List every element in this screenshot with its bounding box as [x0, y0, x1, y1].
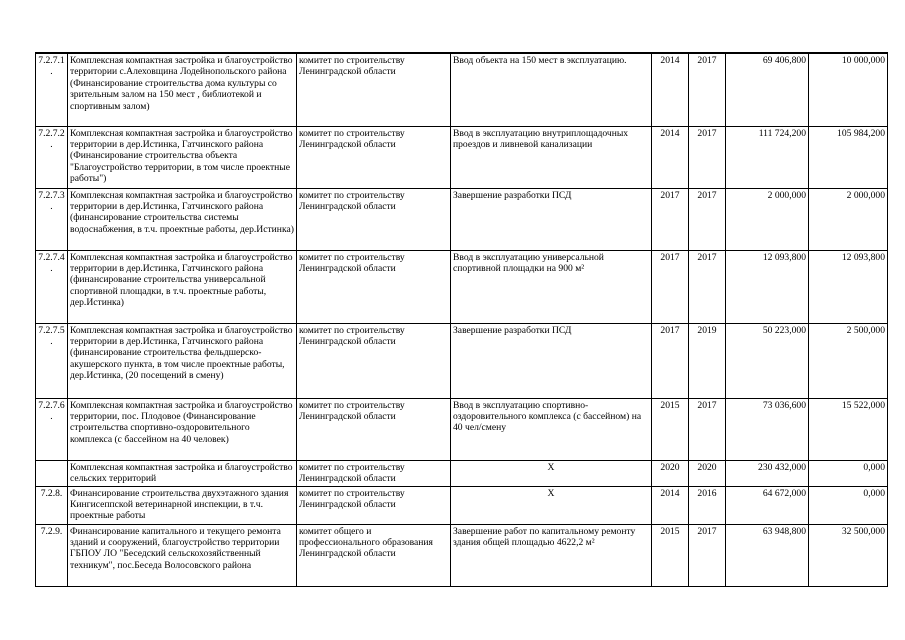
total-cost: 64 672,000: [726, 486, 809, 524]
executor: комитет по строительству Ленинградской области: [297, 398, 451, 460]
expected-result: Х: [451, 486, 652, 524]
row-number: 7.2.7.3.: [36, 188, 68, 250]
executor: комитет общего и профессионального образования Ленинградской области: [297, 524, 451, 586]
program-activities-table: [35, 52, 888, 587]
activity-name: Комплексная компактная застройка и благоустройство территории в дер.Истинка, Гатчинского района (финансирование строительства универсальной спортивной площадки, в т.ч. проектные работы, дер.Истинка): [68, 250, 297, 323]
end-year: 2016: [689, 486, 726, 524]
planned-amount: 15 522,000: [809, 398, 888, 460]
table-row: [36, 460, 888, 486]
start-year: 2014: [652, 53, 689, 126]
executor: комитет по строительству Ленинградской области: [297, 460, 451, 486]
end-year: 2017: [689, 524, 726, 586]
end-year: 2017: [689, 250, 726, 323]
expected-result: Х: [451, 460, 652, 486]
table-row: [36, 323, 888, 398]
row-number: 7.2.7.4.: [36, 250, 68, 323]
expected-result: Завершение разработки ПСД: [451, 188, 652, 250]
executor: комитет по строительству Ленинградской области: [297, 188, 451, 250]
row-number: 7.2.7.6.: [36, 398, 68, 460]
table-row: [36, 524, 888, 586]
executor: комитет по строительству Ленинградской области: [297, 486, 451, 524]
end-year: 2017: [689, 188, 726, 250]
total-cost: 2 000,000: [726, 188, 809, 250]
row-number: 7.2.7.5.: [36, 323, 68, 398]
start-year: 2014: [652, 126, 689, 188]
start-year: 2017: [652, 250, 689, 323]
activity-name: Комплексная компактная застройка и благоустройство территории в дер.Истинка, Гатчинского района (финансирование строительства фельдшерско-акушерского пункта, в том числе проектные работы, дер.Истинка, (20 посещений в смену): [68, 323, 297, 398]
total-cost: 50 223,000: [726, 323, 809, 398]
start-year: 2015: [652, 398, 689, 460]
expected-result: Завершение работ по капитальному ремонту здания общей площадью 4622,2 м²: [451, 524, 652, 586]
executor: комитет по строительству Ленинградской области: [297, 53, 451, 126]
total-cost: 73 036,600: [726, 398, 809, 460]
activity-name: Комплексная компактная застройка и благоустройство территории, пос. Плодовое (Финансирование строительства спортивно-оздоровительного комплекса (с бассейном на 40 человек): [68, 398, 297, 460]
planned-amount: 0,000: [809, 486, 888, 524]
executor: комитет по строительству Ленинградской области: [297, 250, 451, 323]
activity-name: Комплексная компактная застройка и благоустройство территории с.Алеховщина Лодейнопольского района (Финансирование строительства дома культуры со зрительным залом на 150 мест , библиотекой и спортивным залом): [68, 53, 297, 126]
table-row: [36, 53, 888, 126]
row-number: 7.2.7.1.: [36, 53, 68, 126]
total-cost: 63 948,800: [726, 524, 809, 586]
row-number: [36, 460, 68, 486]
row-number: 7.2.9.: [36, 524, 68, 586]
total-cost: 69 406,800: [726, 53, 809, 126]
end-year: 2020: [689, 460, 726, 486]
planned-amount: 32 500,000: [809, 524, 888, 586]
end-year: 2017: [689, 398, 726, 460]
end-year: 2017: [689, 53, 726, 126]
total-cost: 12 093,800: [726, 250, 809, 323]
executor: комитет по строительству Ленинградской области: [297, 323, 451, 398]
row-number: 7.2.8.: [36, 486, 68, 524]
planned-amount: 10 000,000: [809, 53, 888, 126]
end-year: 2019: [689, 323, 726, 398]
start-year: 2014: [652, 486, 689, 524]
table-row: [36, 486, 888, 524]
planned-amount: 105 984,200: [809, 126, 888, 188]
expected-result: Завершение разработки ПСД: [451, 323, 652, 398]
activity-name: Комплексная компактная застройка и благоустройство территории в дер.Истинка, Гатчинского района (финансирование строительства системы водоснабжения, в т.ч. проектные работы, дер.Истинка): [68, 188, 297, 250]
expected-result: Ввод в эксплуатацию универсальной спортивной площадки на 900 м²: [451, 250, 652, 323]
activity-name: Комплексная компактная застройка и благоустройство территории в дер.Истинка, Гатчинского района (Финансирование строительства объекта "Благоустройство территории, в том числе проектные работы"): [68, 126, 297, 188]
expected-result: Ввод в эксплуатацию внутриплощадочных проездов и ливневой канализации: [451, 126, 652, 188]
table-row: [36, 188, 888, 250]
activity-name: Комплексная компактная застройка и благоустройство сельских территорий: [68, 460, 297, 486]
table-row: [36, 398, 888, 460]
table-row: [36, 126, 888, 188]
start-year: 2017: [652, 188, 689, 250]
table-row: [36, 250, 888, 323]
end-year: 2017: [689, 126, 726, 188]
planned-amount: 0,000: [809, 460, 888, 486]
planned-amount: 12 093,800: [809, 250, 888, 323]
planned-amount: 2 500,000: [809, 323, 888, 398]
expected-result: Ввод объекта на 150 мест в эксплуатацию.: [451, 53, 652, 126]
total-cost: 111 724,200: [726, 126, 809, 188]
expected-result: Ввод в эксплуатацию спортивно-оздоровительного комплекса (с бассейном) на 40 чел/смену: [451, 398, 652, 460]
planned-amount: 2 000,000: [809, 188, 888, 250]
activity-name: Финансирование строительства двухэтажного здания Кингисеппской ветеринарной инспекции, в т.ч. проектные работы: [68, 486, 297, 524]
activity-name: Финансирование капитального и текущего ремонта зданий и сооружений, благоустройство территории ГБПОУ ЛО "Беседский сельскохозяйственный техникум", пос.Беседа Волосовского района: [68, 524, 297, 586]
start-year: 2020: [652, 460, 689, 486]
executor: комитет по строительству Ленинградской области: [297, 126, 451, 188]
row-number: 7.2.7.2.: [36, 126, 68, 188]
start-year: 2017: [652, 323, 689, 398]
total-cost: 230 432,000: [726, 460, 809, 486]
start-year: 2015: [652, 524, 689, 586]
table-body: [36, 53, 888, 586]
